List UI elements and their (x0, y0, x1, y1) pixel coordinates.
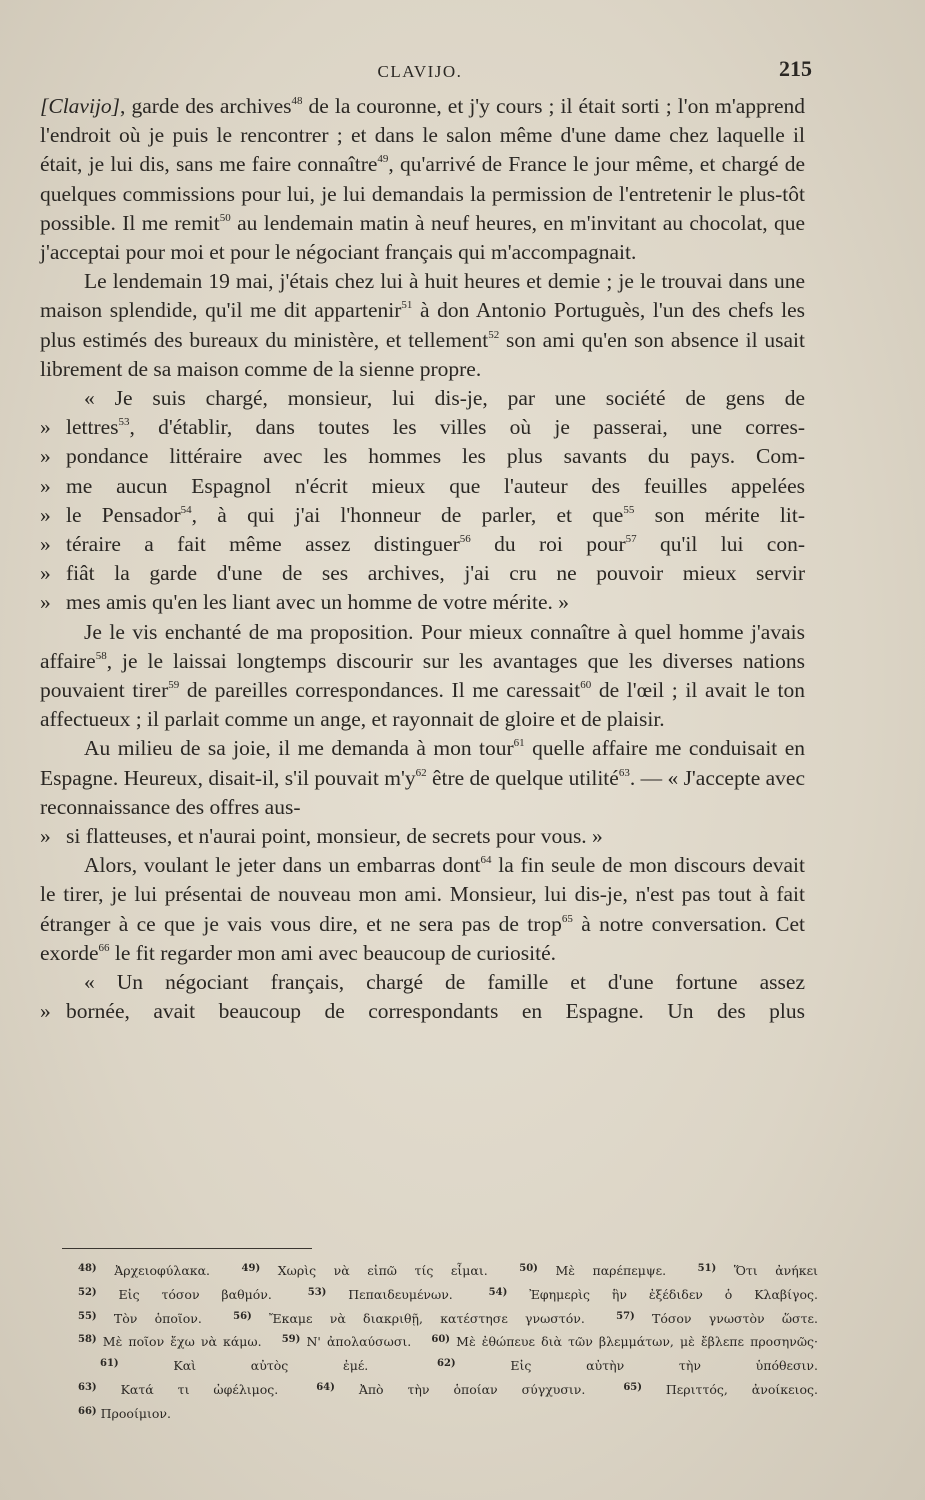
footnote-text: Πεπαιδευμένων. (348, 1286, 453, 1302)
quote-line: » le Pensador$^{54}$, à qui j'ai l'honneur de parler, et que$^{55}$ son mérite lit- (40, 501, 805, 530)
footnote-number: 49) (241, 1263, 261, 1274)
footnote-number: 48) (78, 1263, 97, 1274)
footnote-text: Τόσον γνωστὸν ὥστε. (652, 1310, 818, 1326)
quote-mark: » (40, 444, 51, 469)
footnote-text: Ἀρχειοφύλακα. (114, 1263, 210, 1278)
quote-line: » fiât la garde d'une de ses archives, j'ai cru ne pouvoir mieux servir (40, 559, 805, 588)
running-head: CLAVIJO. (377, 62, 463, 81)
footnote-text: Μὲ ἐθώπευε διὰ τῶν βλεμμάτων, μὲ ἔβλεπε προσηνῶς· (456, 1334, 818, 1350)
footnote-number: 61) (100, 1358, 119, 1370)
page-number: 215 (779, 56, 812, 81)
footnote-ref: 52 (488, 328, 500, 341)
footnote-ref: 63 (618, 766, 630, 779)
paragraph-1: [Clavijo], garde des archives$^{48}$ de la couronne, et j'y cours ; il était sorti ; l'on m'apprend l'endroit où je puis le rencontrer ; et dans le salon même d'une dame chez laquelle il était, je lui dis, sans me faire connaître$^{49}$, qu'arrivé de France le jour même, et chargé de quelques commissions pour lui, je lui demandais la permission de l'entretenir le plus-tôt possible. Il me remit$^{50}$ au lendemain matin à neuf heures, en m'invitant au chocolat, que j'acceptai pour moi et pour le négociant français qui m'accompagnait. (40, 94, 805, 265)
quote-line: » mes amis qu'en les liant avec un homme de votre mérite. » (40, 588, 805, 617)
footnote-line (78, 1282, 818, 1306)
footnote-text: Τὸν ὁποῖον. (113, 1310, 202, 1326)
quote-line: » téraire a fait même assez distinguer$^{56}$ du roi pour$^{57}$ qu'il lui con- (40, 530, 805, 559)
footnote-number: 55) (78, 1310, 97, 1322)
footnote-text: Περιττός, ἀνοίκειος. (665, 1381, 818, 1397)
footnote-text: Ἔκαμε νὰ διακριθῇ, κατέστησε γνωστόν. (269, 1310, 585, 1326)
footnote-ref: 61 (513, 737, 525, 750)
footnote-ref: 50 (219, 211, 231, 224)
quote-mark: » (40, 532, 51, 557)
footnote-ref: 48 (291, 95, 303, 107)
footnote-number: 59) (281, 1334, 301, 1346)
footnote-text: Κατά τι ὠφέλιμος. (120, 1381, 279, 1397)
footnote-line (78, 1258, 818, 1282)
quote-line: « Je suis chargé, monsieur, lui dis-je, par une société de gens de (84, 386, 805, 411)
footnotes (78, 1258, 818, 1425)
footnote-text: Μὲ ποῖον ἔχω νὰ κάμω. (102, 1334, 262, 1350)
footnote-number: 57) (616, 1310, 635, 1322)
footnote-number: 56) (233, 1310, 252, 1322)
footnote-ref: 57 (625, 533, 637, 546)
footnote-text: Εἰς αὐτὴν τὴν ὑπόθεσιν. (510, 1358, 818, 1374)
footnote-number: 58) (78, 1334, 97, 1346)
footnote-line (78, 1329, 818, 1353)
footnote-number: 53) (307, 1286, 327, 1298)
paragraph-3: Je le vis enchanté de ma proposition. Pour mieux connaître à quel homme j'avais affaire$^{58}$, je le laissai longtemps discourir sur les avantages que les diverses nations pouvaient tirer$^{59}$ de pareilles correspondances. Il me caressait$^{60}$ de l'œil ; il avait le ton affectueux ; il parlait comme un ange, et rayonnait de gloire et de plaisir. (40, 619, 806, 732)
footnote-text: Μὲ παρέπεμψε. (555, 1263, 667, 1278)
footnote-ref: 51 (401, 299, 413, 312)
paragraph-4: Au milieu de sa joie, il me demanda à mon tour$^{61}$ quelle affaire me conduisait en Espagne. Heureux, disait-il, s'il pouvait $m'y^{62}$ être de quelque utilité$^{63}$. — « J'accepte avec reconnaissance des offres aus- (40, 736, 805, 819)
footnote-text: Ἀπὸ τὴν ὁποίαν σύγχυσιν. (358, 1381, 586, 1397)
footnote-number: 64) (316, 1381, 335, 1393)
footnote-ref: 53 (118, 416, 130, 429)
footnote-ref: 55 (623, 503, 635, 516)
footnote-line (78, 1306, 818, 1330)
quote-mark: » (40, 824, 51, 849)
quote-mark: » (40, 473, 51, 498)
quote-line: » bornée, avait beaucoup de correspondants en Espagne. Un des plus (40, 997, 805, 1026)
quote-mark: » (40, 590, 51, 615)
footnote-ref: 64 (480, 854, 492, 867)
footnote-ref: 58 (95, 649, 107, 662)
footnote-number: 51) (697, 1263, 717, 1274)
footnote-line (78, 1401, 818, 1425)
footnote-number: 54) (488, 1286, 508, 1298)
footnote-text: Ἐφημερὶς ἣν ἐξέδιδεν ὁ Κλαβίγος. (529, 1286, 818, 1302)
quote-mark: » (40, 561, 51, 586)
footnote-text: Προοίμιον. (100, 1405, 171, 1421)
quote-line: » si flatteuses, et n'aurai point, monsieur, de secrets pour vous. » (40, 822, 805, 851)
quote-mark: » (40, 999, 51, 1024)
paragraph-5: Alors, voulant le jeter dans un embarras dont$^{64}$ la fin seule de mon discours devait le tirer, je lui présentai de nouveau mon ami. Monsieur, lui dis-je, n'est pas tout à fait étranger à ce que je vais vous dire, et ne sera pas de trop$^{65}$ à notre conversation. Cet exorde$^{66}$ le fit regarder mon ami avec beaucoup de curiosité. (40, 853, 805, 965)
footnote-ref: 66 (98, 941, 110, 954)
footnote-number: 52) (78, 1286, 97, 1298)
quote-mark: » (40, 502, 51, 527)
footnote-line (78, 1377, 818, 1401)
footnote-number: 65) (623, 1381, 642, 1393)
quote-line: « Un négociant français, chargé de famille et d'une fortune assez (84, 970, 805, 995)
footnote-number: 62) (437, 1358, 456, 1370)
footnote-ref: 62 (415, 766, 427, 779)
footnote-ref: 56 (459, 533, 471, 546)
footnote-ref: 49 (377, 153, 389, 166)
footnote-ref: 59 (168, 679, 180, 692)
footnote-text: Ὅτι ἀνήκει (733, 1263, 818, 1278)
quote-mark: » (40, 415, 51, 440)
footnote-text: Ν' ἀπολαύσωσι. (306, 1334, 412, 1350)
footnote-text: Εἰς τόσον βαθμόν. (118, 1286, 272, 1302)
footnote-number: 50) (519, 1263, 538, 1274)
footnote-text: Καὶ αὐτὸς ἐμέ. (173, 1358, 369, 1374)
footnote-text: Χωρὶς νὰ εἰπῶ τίς εἶμαι. (277, 1263, 488, 1278)
footnote-line (78, 1353, 818, 1377)
paragraph-2: Le lendemain 19 mai, j'étais chez lui à huit heures et demie ; je le trouvai dans une maison splendide, qu'il me dit appartenir$^{51}$ à don Antonio Portuguès, l'un des chefs les plus estimés des bureaux du ministère, et tellement$^{52}$ son ami qu'en son absence il usait librement de sa maison comme de la sienne propre. (40, 269, 805, 381)
footnote-ref: 65 (561, 912, 573, 925)
footnote-divider (62, 1248, 312, 1249)
footnote-ref: 54 (180, 503, 192, 516)
quotation-block (40, 384, 805, 618)
quote-line: » pondance littéraire avec les hommes les plus savants du pays. Com- (40, 442, 805, 471)
quote-line: » me aucun Espagnol n'écrit mieux que l'auteur des feuilles appelées (40, 472, 805, 501)
footnote-number: 63) (78, 1381, 97, 1393)
quote-line: » lettres$^{53}$, d'établir, dans toutes les villes où je passerai, une corres- (40, 413, 805, 442)
handwritten-name: [Clavijo] (40, 94, 121, 118)
main-text (40, 92, 805, 1027)
footnote-number: 66) (78, 1405, 97, 1417)
page-header (40, 52, 812, 92)
footnote-number: 60) (431, 1334, 451, 1346)
footnote-ref: 60 (580, 679, 592, 692)
